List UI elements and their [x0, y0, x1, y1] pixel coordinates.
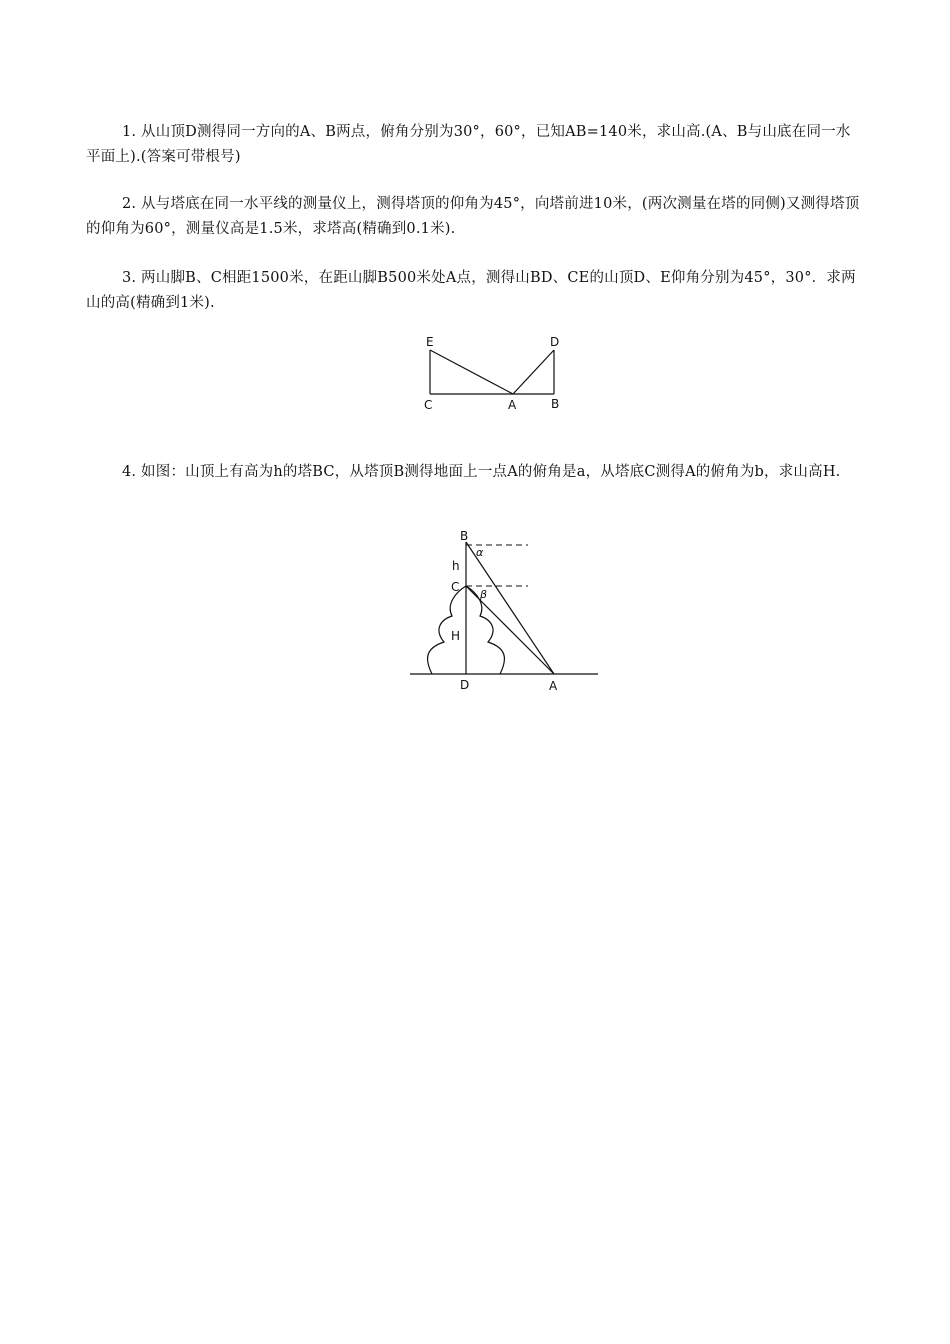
- label-b: B: [551, 397, 560, 411]
- line-ba: [466, 542, 554, 674]
- label-d: D: [460, 678, 470, 692]
- label-c: C: [451, 580, 460, 594]
- label-c: C: [424, 398, 433, 412]
- label-beta: β: [480, 588, 488, 601]
- figure-tower-svg: [404, 526, 604, 696]
- problem-1: 1. 从山顶D测得同一方向的A、B两点，俯角分别为30°，60°，已知AB=140米，求山高.(A、B与山底在同一水平面上).(答案可带根号): [86, 124, 851, 165]
- label-h: h: [452, 559, 460, 573]
- label-e: E: [426, 335, 434, 349]
- problem-3: 3. 两山脚B、C相距1500米，在距山脚B500米处A点，测得山BD、CE的山顶D、E仰角分别为45°，30°．求两山的高(精确到1米).: [86, 270, 856, 311]
- label-h-mountain: H: [451, 629, 461, 643]
- label-a: A: [549, 679, 558, 693]
- figure-tower-on-mountain: [404, 526, 604, 696]
- problem-2: 2. 从与塔底在同一水平线的测量仪上，测得塔顶的仰角为45°，向塔前进10米，(两次测量在塔的同侧)又测得塔顶的仰角为60°，测量仪高是1.5米，求塔高(精确到0.1米).: [86, 196, 860, 237]
- line-ad: [513, 350, 554, 394]
- figure-two-mountains-svg: [418, 330, 578, 414]
- label-b: B: [460, 529, 469, 543]
- problem-4: 4. 如图：山顶上有高为h的塔BC，从塔顶B测得地面上一点A的俯角是a，从塔底C测得A的俯角为b，求山高H.: [122, 464, 841, 480]
- label-alpha: α: [476, 546, 484, 559]
- line-ea: [430, 350, 513, 394]
- figure-two-mountains: [418, 330, 578, 414]
- label-a: A: [508, 398, 517, 412]
- label-d: D: [550, 335, 560, 349]
